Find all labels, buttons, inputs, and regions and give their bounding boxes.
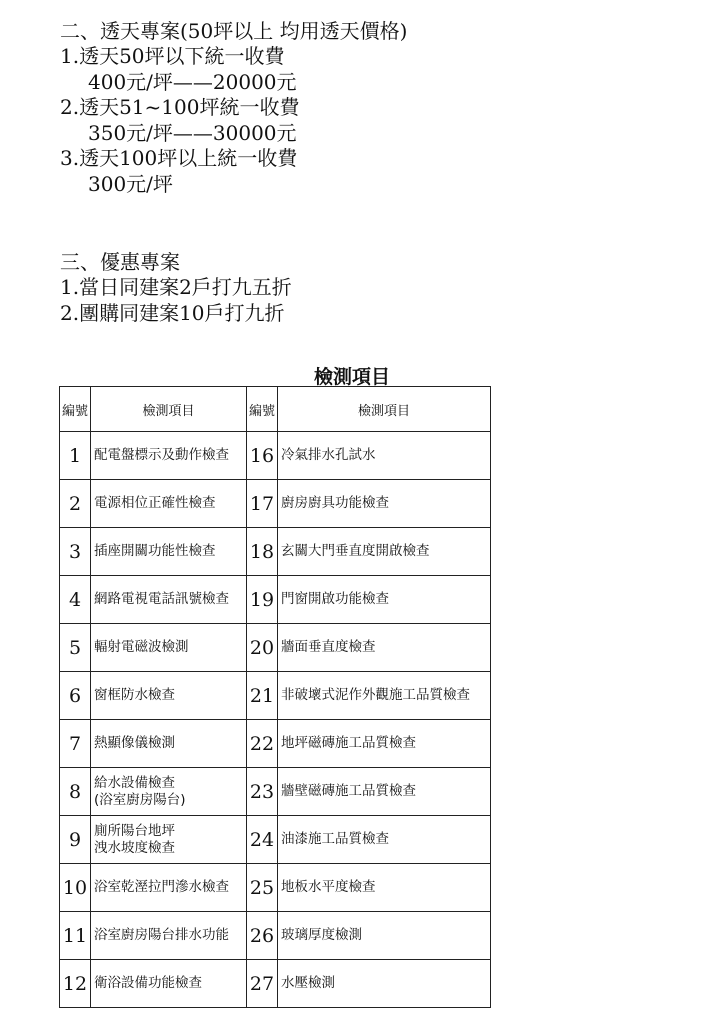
item-number: 10: [60, 864, 91, 912]
item-number: 19: [247, 576, 278, 624]
item-name: 地板水平度檢查: [278, 864, 491, 912]
item-number: 18: [247, 528, 278, 576]
section2-line: 350元/坪——30000元: [88, 120, 297, 145]
section3-line: 2.團購同建案10戶打九折: [60, 300, 285, 325]
item-name: 廁所陽台地坪 洩水坡度檢查: [91, 816, 247, 864]
item-number: 1: [60, 432, 91, 480]
table-row: [60, 672, 491, 720]
item-number: 7: [60, 720, 91, 768]
item-name: 配電盤標示及動作檢查: [91, 432, 247, 480]
section2-line: 300元/坪: [88, 171, 173, 196]
table-row: [60, 912, 491, 960]
item-name: 門窗開啟功能檢查: [278, 576, 491, 624]
item-name: 浴室乾溼拉門滲水檢查: [91, 864, 247, 912]
pricing-text: [60, 18, 700, 326]
section3-line: 1.當日同建案2戶打九五折: [60, 275, 292, 299]
section3-heading: 三、優惠專案: [60, 250, 180, 274]
item-name: 地坪磁磚施工品質檢查: [278, 720, 491, 768]
item-name: 浴室廚房陽台排水功能: [91, 912, 247, 960]
item-name: 玄關大門垂直度開啟檢查: [278, 528, 491, 576]
item-number: 22: [247, 720, 278, 768]
table-body: [60, 432, 491, 1008]
header-item-right: 檢測項目: [278, 387, 491, 432]
item-name: 水壓檢測: [278, 960, 491, 1008]
item-number: 5: [60, 624, 91, 672]
header-number-right: 編號: [247, 387, 278, 432]
item-name: 非破壞式泥作外觀施工品質檢查: [278, 672, 491, 720]
table-row: [60, 576, 491, 624]
table-title: 檢測項目: [314, 366, 391, 388]
item-number: 17: [247, 480, 278, 528]
item-name: 牆面垂直度檢查: [278, 624, 491, 672]
section2-line: 400元/坪——20000元: [88, 69, 297, 94]
item-number: 11: [60, 912, 91, 960]
table-row: [60, 432, 491, 480]
table-row: [60, 864, 491, 912]
item-number: 27: [247, 960, 278, 1008]
item-name: 電源相位正確性檢查: [91, 480, 247, 528]
table-header-row: [60, 387, 491, 432]
item-name: 熱顯像儀檢測: [91, 720, 247, 768]
item-number: 20: [247, 624, 278, 672]
section2-line: 2.透天51~100坪統一收費: [60, 95, 300, 119]
item-number: 8: [60, 768, 91, 816]
table-row: [60, 768, 491, 816]
item-number: 26: [247, 912, 278, 960]
section2-line: 1.透天50坪以下統一收費: [60, 44, 285, 68]
item-name: 輻射電磁波檢測: [91, 624, 247, 672]
item-number: 6: [60, 672, 91, 720]
item-name: 插座開關功能性檢查: [91, 528, 247, 576]
table-row: [60, 624, 491, 672]
item-number: 25: [247, 864, 278, 912]
item-name: 廚房廚具功能檢查: [278, 480, 491, 528]
item-name: 油漆施工品質檢查: [278, 816, 491, 864]
table-row: [60, 816, 491, 864]
item-name: 衛浴設備功能檢查: [91, 960, 247, 1008]
item-name: 窗框防水檢查: [91, 672, 247, 720]
item-number: 12: [60, 960, 91, 1008]
item-name: 網路電視電話訊號檢查: [91, 576, 247, 624]
item-number: 21: [247, 672, 278, 720]
item-number: 16: [247, 432, 278, 480]
inspection-items-table: [59, 386, 491, 1008]
item-number: 3: [60, 528, 91, 576]
item-name: 冷氣排水孔試水: [278, 432, 491, 480]
item-number: 2: [60, 480, 91, 528]
section2-lines: [60, 44, 700, 197]
table-row: [60, 480, 491, 528]
item-name: 牆壁磁磚施工品質檢查: [278, 768, 491, 816]
table-row: [60, 720, 491, 768]
item-number: 24: [247, 816, 278, 864]
header-item-left: 檢測項目: [91, 387, 247, 432]
section2-line: 3.透天100坪以上統一收費: [60, 146, 298, 170]
item-number: 23: [247, 768, 278, 816]
table-row: [60, 960, 491, 1008]
section2-heading: 二、透天專案(50坪以上 均用透天價格): [60, 19, 408, 43]
section3-lines: [60, 275, 700, 326]
table-row: [60, 528, 491, 576]
item-number: 4: [60, 576, 91, 624]
item-number: 9: [60, 816, 91, 864]
item-name: 玻璃厚度檢測: [278, 912, 491, 960]
header-number-left: 編號: [60, 387, 91, 432]
item-name: 給水設備檢查 (浴室廚房陽台): [91, 768, 247, 816]
